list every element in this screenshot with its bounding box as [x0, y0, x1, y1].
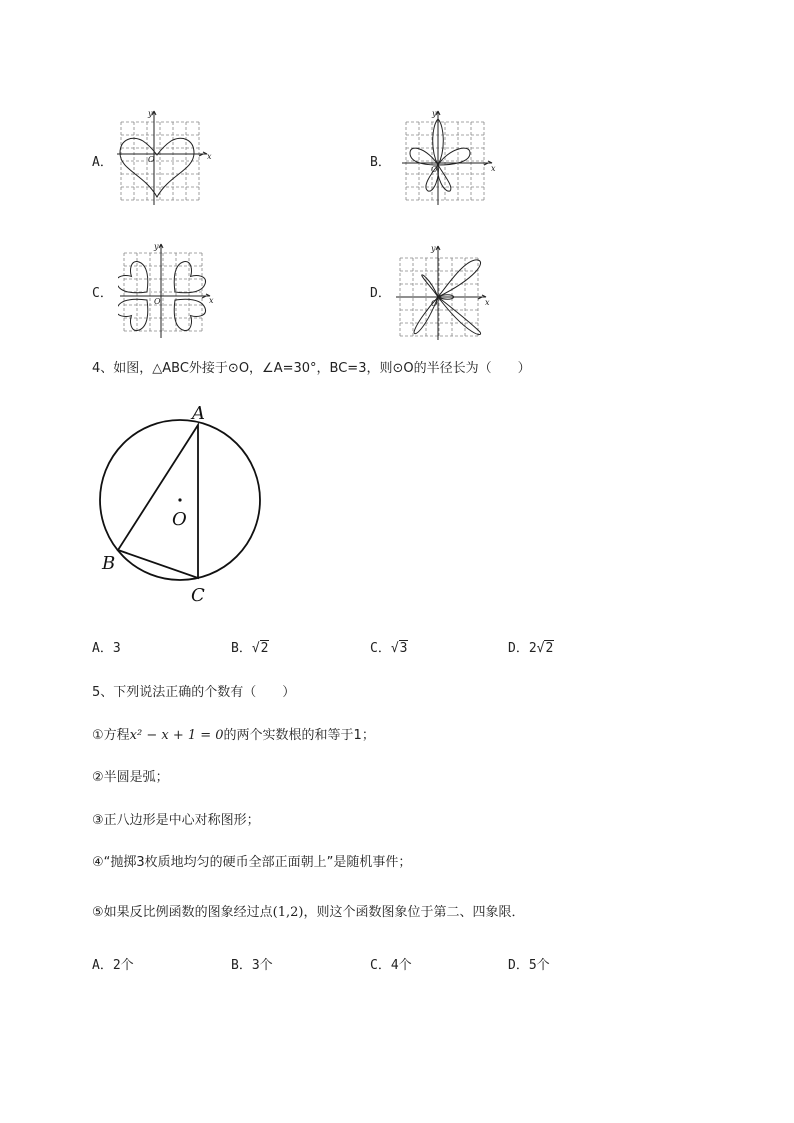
clover-curve-graph [118, 238, 218, 343]
option-value: 4个 [390, 958, 412, 973]
option-letter: B． [231, 641, 252, 656]
vertex-c-label: C [191, 585, 205, 606]
q5-statement-1: ①方程x² − x + 1 = 0的两个实数根的和等于1； [92, 728, 375, 743]
equation: x² − x + 1 = 0 [129, 728, 224, 743]
sqrt-expression: √2 [251, 641, 269, 656]
heart-curve-graph [115, 105, 215, 210]
q5-statement-5: ⑤如果反比例函数的图象经过点(1,2)，则这个函数图象位于第二、四象限． [92, 905, 525, 920]
axis-x-label: x [491, 164, 496, 173]
vertex-b-label: B [102, 553, 116, 574]
axis-x-label: x [207, 152, 212, 161]
q5-statement-3: ③正八边形是中心对称图形； [92, 813, 260, 828]
axis-y-label: y [154, 242, 159, 251]
option-letter: C． [92, 286, 113, 301]
origin-label: O [431, 299, 438, 308]
q5-option-d[interactable] [508, 954, 550, 973]
sqrt-expression: √2 [536, 641, 554, 656]
origin-label: O [431, 165, 438, 174]
q4-stem: 4、如图，△ABC外接于⊙O，∠A=30°，BC=3，则⊙O的半径长为（ ） [92, 361, 531, 376]
option-value: 2个 [112, 958, 134, 973]
q5-option-c[interactable] [370, 954, 412, 973]
option-letter: B． [231, 958, 252, 973]
option-letter: C． [370, 641, 391, 656]
q4-option-d[interactable] [508, 637, 554, 656]
q4-circle-figure [92, 395, 272, 614]
sqrt-expression: √3 [390, 641, 408, 656]
petal-curve-graph [400, 105, 500, 210]
q4-option-a[interactable] [92, 637, 121, 656]
option-letter: D． [508, 958, 529, 973]
center-o-label: O [172, 509, 187, 530]
option-value: 3个 [251, 958, 273, 973]
q5-stem: 5、下列说法正确的个数有（ ） [92, 685, 296, 700]
option-value: 3 [112, 641, 121, 656]
option-letter: D． [508, 641, 529, 656]
axis-y-label: y [148, 109, 153, 118]
origin-label: O [148, 155, 155, 164]
q4-option-c[interactable] [370, 637, 408, 656]
axis-y-label: y [432, 109, 437, 118]
q5-option-a[interactable] [92, 954, 134, 973]
axis-y-label: y [431, 244, 436, 253]
point: (1,2) [272, 905, 304, 920]
vertex-a-label: A [192, 403, 205, 424]
option-letter: A． [92, 155, 113, 170]
option-value: 5个 [528, 958, 550, 973]
option-letter: C． [370, 958, 391, 973]
q5-statement-2: ②半圆是弧； [92, 770, 169, 785]
option-letter: A． [92, 958, 113, 973]
axis-x-label: x [209, 296, 214, 305]
q5-option-b[interactable] [231, 954, 273, 973]
lobe-curve-graph [394, 238, 494, 343]
option-letter: A． [92, 641, 113, 656]
q5-statement-4: ④“抛掷3枚质地均匀的硬币全部正面朝上”是随机事件； [92, 855, 412, 870]
option-letter: B． [370, 155, 391, 170]
option-letter: D． [370, 286, 391, 301]
axis-x-label: x [485, 298, 490, 307]
coefficient: 2 [528, 641, 537, 656]
origin-label: O [154, 297, 161, 306]
q4-option-b[interactable] [231, 637, 269, 656]
